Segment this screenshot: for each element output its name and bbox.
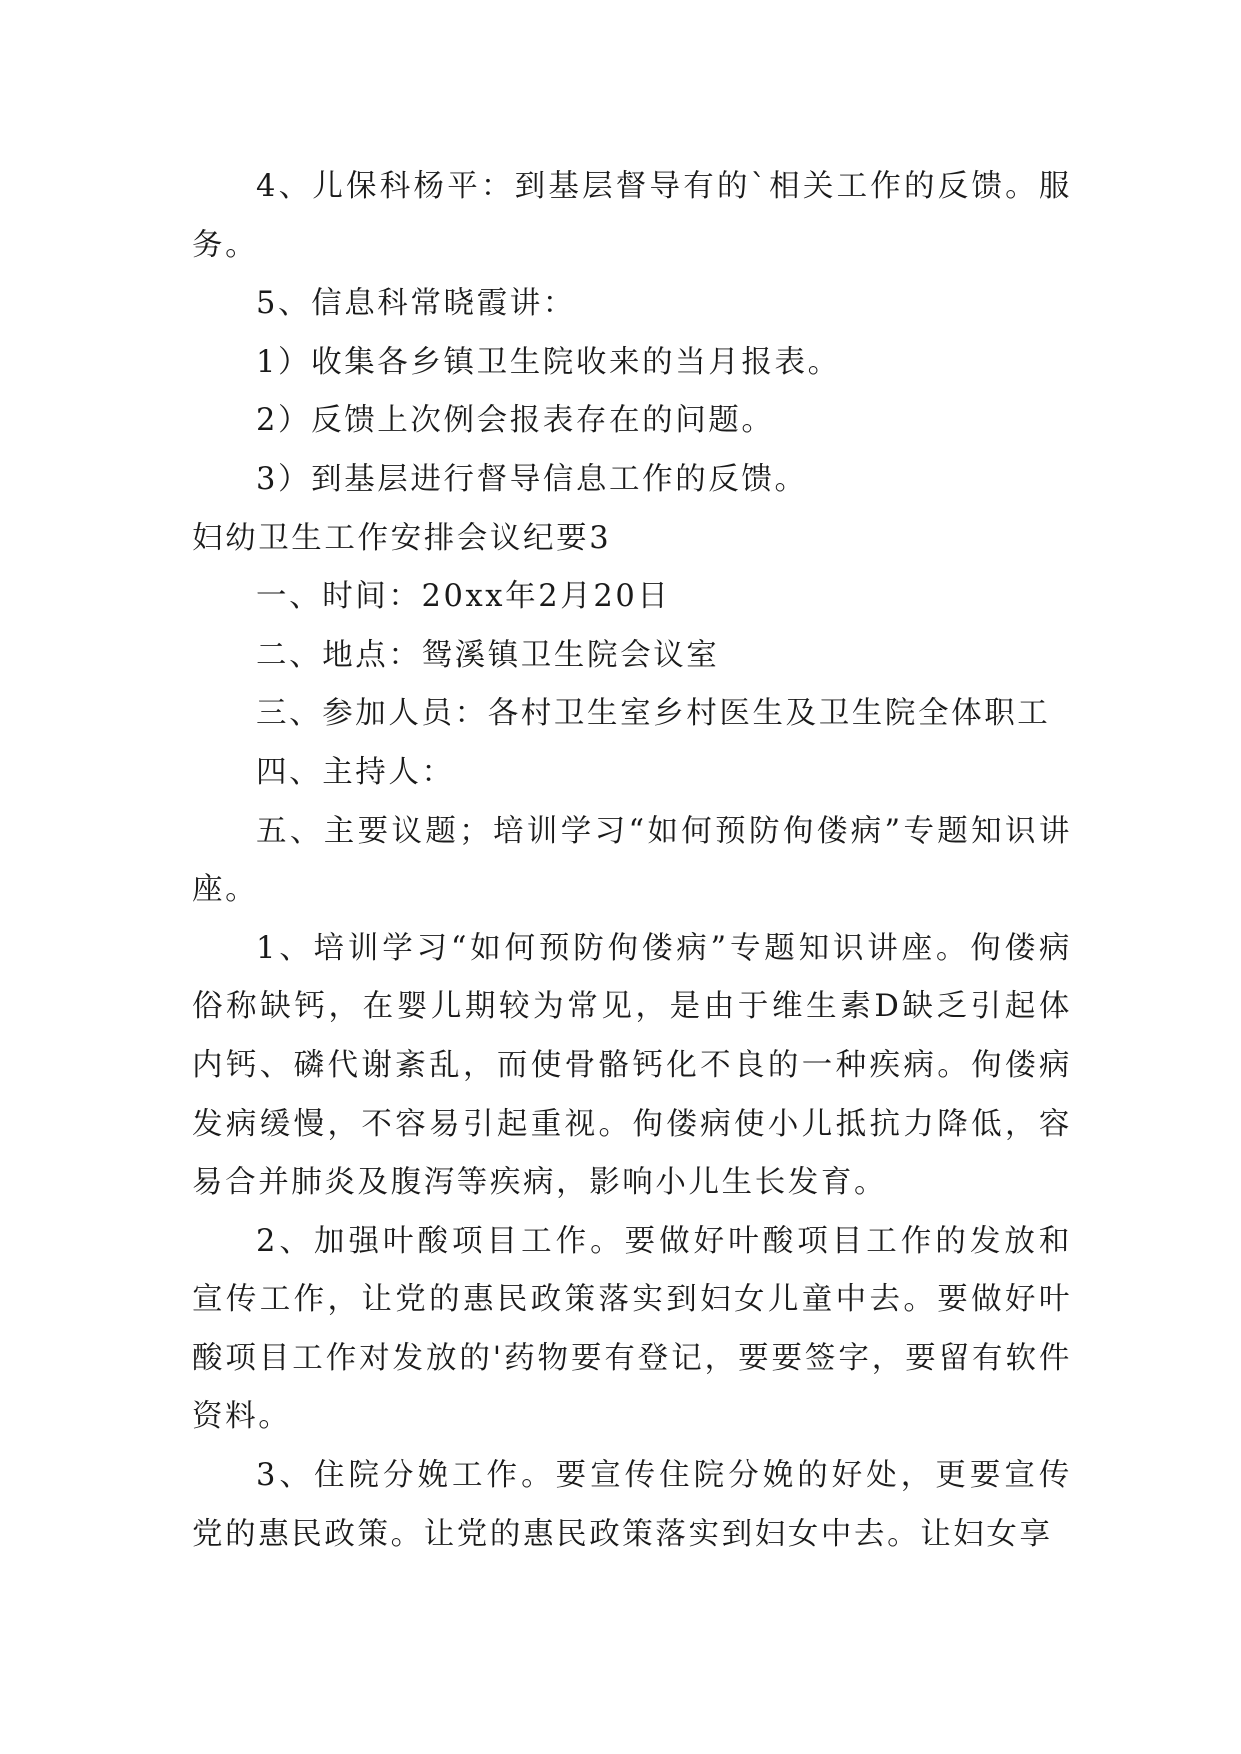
document-body: [192, 158, 1072, 1564]
paragraph-attendees: 三、参加人员：各村卫生室乡村医生及卫生院全体职工: [256, 696, 1051, 732]
paragraph-rickets-training: 1、培训学习“如何预防佝偻病”专题知识讲座。佝偻病俗称缺钙，在婴儿期较为常见，是由于维生素D缺乏引起体内钙、磷代谢紊乱，而使骨骼钙化不良的一种疾病。佝偻病发病缓慢，不容易引起重视。佝偻病使小儿抵抗力降低，容易合并肺炎及腹泻等疾病，影响小儿生长发育。: [192, 930, 1072, 1201]
paragraph-main-topic: 五、主要议题；培训学习“如何预防佝偻病”专题知识讲座。: [192, 813, 1072, 908]
section-heading: 妇幼卫生工作安排会议纪要3: [192, 520, 612, 556]
paragraph-info-item-1: 1）收集各乡镇卫生院收来的当月报表。: [256, 344, 841, 380]
paragraph-meeting-time: 一、时间：20xx年2月20日: [256, 579, 671, 615]
paragraph-info-dept-heading: 5、信息科常晓霞讲：: [256, 286, 576, 322]
paragraph-info-item-3: 3）到基层进行督导信息工作的反馈。: [256, 461, 808, 497]
paragraph-hospital-delivery: 3、住院分娩工作。要宣传住院分娩的好处，更要宣传党的惠民政策。让党的惠民政策落实到妇女中去。让妇女享: [192, 1458, 1072, 1552]
paragraph-meeting-location: 二、地点：鸳溪镇卫生院会议室: [256, 637, 720, 673]
paragraph-folic-acid-project: 2、加强叶酸项目工作。要做好叶酸项目工作的发放和宣传工作，让党的惠民政策落实到妇女儿童中去。要做好叶酸项目工作对发放的'药物要有登记，要要签字，要留有软件资料。: [192, 1223, 1072, 1435]
paragraph-child-health-report: 4、儿保科杨平：到基层督导有的`相关工作的反馈。服务。: [192, 169, 1072, 263]
paragraph-info-item-2: 2）反馈上次例会报表存在的问题。: [256, 403, 775, 439]
paragraph-host: 四、主持人：: [256, 754, 455, 790]
